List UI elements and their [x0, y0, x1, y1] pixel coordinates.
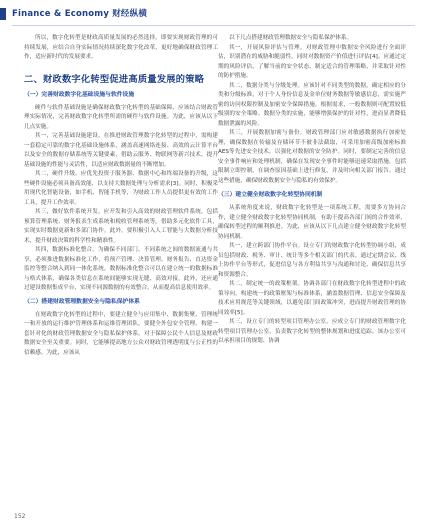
subsection-heading: （三）建立健全财政数字化转型协同机制: [218, 192, 323, 198]
subsection-heading: （二）搭建财政管理数据安全与隐私保护体系: [24, 298, 140, 305]
paragraph: 其一，建立跨部门协作平台。设立专门的财政数字化转型协调小组，成员包括财政、税务、审计、统计等多个相关部门的代表。通过定期会议、线上协作平台等形式，促进信息与各方利益共享与沟通和讨论，确保信息共享和资源整合。: [218, 243, 406, 278]
header-divider: [12, 25, 415, 26]
paragraph: 其一，开展风险评估与管理。对财政管理中数据安全风险进行全面评估，识别潜在的威胁和脆弱性，同时对数据资产价值进行评估[4]。应通过定期的风险评估，了解当前的安全状态、制定适合的管理策略，并采取针对性的防护措施。: [218, 44, 406, 79]
page-number: 152: [14, 513, 26, 520]
paragraph: 在财政数字化转型的过程中，要建立健全与应用集中、数据集聚、管理统一和开放的运行维护管理体系和运维管理团队，要健全外包安全管理。构建一套针对化的财政管理数据安全与隐私保护体系，对于保障公民个人信息及财政数据安全至关重要。同时，它能够提高地方公众对财政管理透明度与公正性的信赖感。为此，应该从: [24, 311, 218, 356]
paragraph: 所以，数字化转型是财政高质量发展的必然选择，即要实现财政管理的可持续发展，应结合自身实际情况持续深化数字化改革，更好地确保财政管理工作，适应新时代的发展要求。: [24, 35, 218, 60]
paragraph: 其三，做好软件系统开发。应开发和引入高效的财政管理软件系统，包括预算管理系统、财务报表生成系统和税收管理系统等。借助多元化软件工具，实现实时数据更新和多部门协作。此外，要积极引入人工智能与大数据分析技术，提升财政决策的科学性和精准性。: [24, 209, 218, 244]
page-header: [0, 0, 427, 28]
right-column: [218, 34, 406, 347]
paragraph: 其二，制定统一的政策框架。协调各部门在财政数字化转型进程中的政策导向，构建统一的政策框架与标准体系，涵盖数据管理、信息安全保障及技术应用规范等关键领域，以避免部门间政策冲突，进而提升财政管理的协同效率[5]。: [218, 281, 406, 316]
section-heading: 二、财政数字化转型促进高质量发展的策略: [24, 73, 205, 85]
left-column: [24, 34, 218, 358]
subsection-heading: （一）完善财政数字化基础设施与软件设施: [24, 91, 135, 98]
paragraph: 其一，完善基础设施建设。在推进财政管理数字化转型的过程中，需构建一套稳定可靠的数字化基础设施体系，涵盖高速网络连接、高效的云计算平台以及安全的数据存储系统等关键要素，借助云服务、物联网等新兴技术，提升基础设施的性能与灵活性，以适应财政数据量的不断增加。: [24, 133, 218, 168]
paragraph: 其三，设立专门的转型项目管理办公室。应成立专门的财政管理数字化转型项目管理办公室，负责数字化转型的整体规划和进度追踪。该办公室可以承担项目的规划、协调: [218, 319, 406, 344]
paragraph: 其四，数据标准化整合。为确保不同部门、不同系统之间的数据流通与共享，必须推进数据标准化工作，将预产管理、决算管理、财务报告、直达资金监控等整合纳入到同一体化系统。数据标准化整合可以在建立统一的数据标准与格式体系，确保各类信息在系统间能够实现无缝、高效对接，此外，还应通过建设数据集成平台，实现不同源数据的有效整合，从而提高信息使用效率。: [24, 247, 218, 291]
paragraph: 其二，数据分类与分级处理。应该针对不同类型的数据，确定相应的分类和分级标准，对于个人身份信息及金单位财务数据等敏感信息，需实施严密的访问权限控制及加密安全保障措施。根据需求，一般数据则可配置较低级别的安全策略。数据分类的实施，能够增强保护的针对性，进而显著降低数据泄露的风险。: [218, 82, 406, 127]
paragraph: 其三，开展数据加密与备份。财政管理部门应对敏感数据执行加密处理，确保数据在传输及存储环节不被非法截取，可采用加密高级加密标准AES等先进安全技术，以强化对数据的安全防护。同时，要制定完善的信息安全事件响应和处理机制，确保在发现安全事件时能够迅速采取措施，包括限制立即控制，在调查原因基础上进行修复，并及时向相关部门报告。通过这些措施，确保财政数据安全与隐私的有效保护。: [218, 130, 406, 184]
paragraph: 从系统角度来说，财政数字化转型是一项系统工程，需要多方协同合作，建立健全财政数字化转型协同机制，有助于提高各部门间的合作效率，确保转型过程的顺利推进。为此，应该从以下几点建立健全财政数字化转型协同机制。: [218, 205, 406, 240]
paragraph: 硬件与软件基础设施是确保财政数字化转型的基础保障，应该结合财政管理实际情况，完善财政数字化转型所需的硬件与软件设施。为此，应该从以下几点实施。: [24, 104, 218, 130]
paragraph: 其二，硬件升级。应优先投资于服务器、数据中心和终端设备的升级，这些硬件设施必须具备高效能、以支持大数据处理与分析需求[3]。同时，积极采用现代化智能设备，如手机、智能手机等，为财政工作人员提供更有效的工作工具，提升工作效率。: [24, 171, 218, 206]
paragraph: 以下几点搭建财政管理数据安全与隐私保护体系。: [229, 35, 353, 41]
header-title: Finance & Economy 财经纵横: [12, 9, 148, 19]
header-accent-bar: [0, 8, 6, 20]
